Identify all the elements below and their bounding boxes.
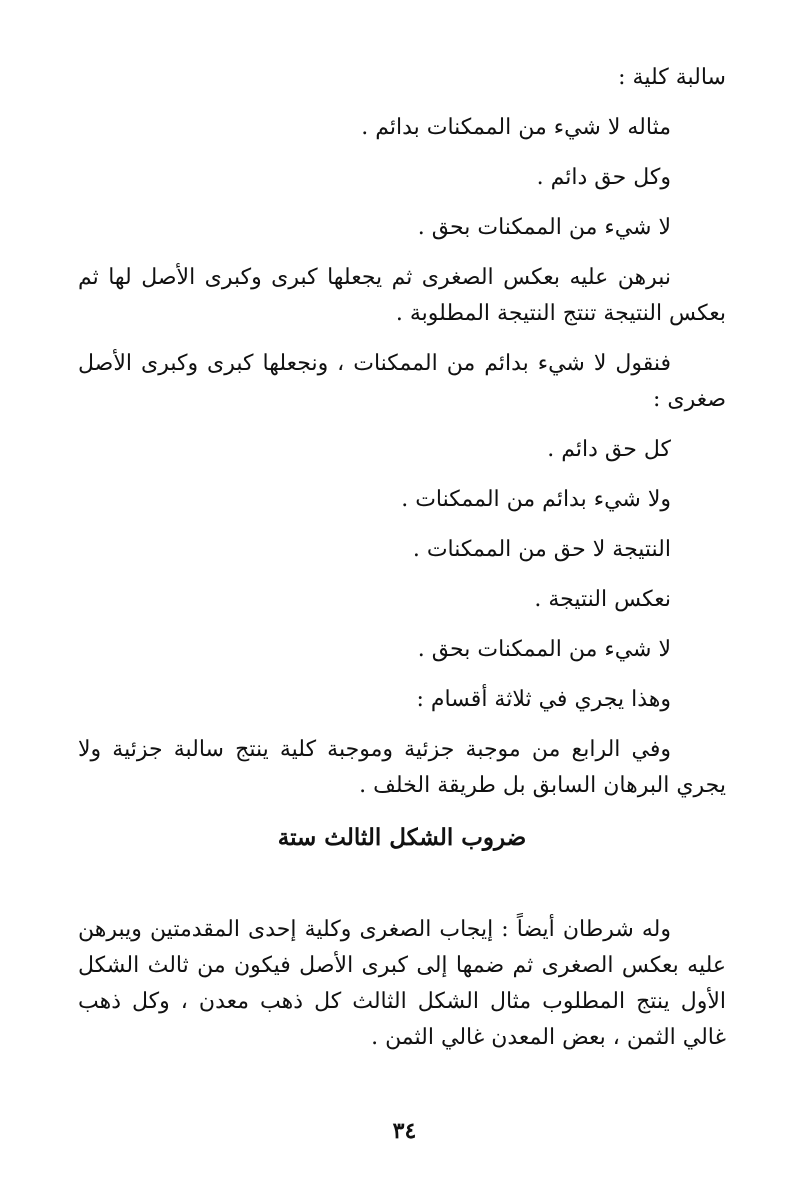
text-line: النتيجة لا حق من الممكنات . xyxy=(412,537,671,562)
text-line: لا شيء من الممكنات بحق . xyxy=(417,637,671,662)
text-line: ولا شيء بدائم من الممكنات . xyxy=(401,487,671,512)
text-line: كل حق دائم . xyxy=(547,437,671,462)
section-heading: ضروب الشكل الثالث ستة xyxy=(277,824,527,851)
text-line: سالبة كلية : xyxy=(618,65,726,90)
text-line: لا شيء من الممكنات بحق . xyxy=(417,215,671,240)
text-line: وكل حق دائم . xyxy=(536,165,671,190)
text-paragraph: نبرهن عليه بعكس الصغرى ثم يجعلها كبرى وكبرى الأصل لها ثم بعكس النتيجة تنتج النتيجة المطلوبة . xyxy=(78,265,726,326)
text-line: وهذا يجري في ثلاثة أقسام : xyxy=(416,687,671,712)
text-paragraph: وله شرطان أيضاً : إيجاب الصغرى وكلية إحدى المقدمتين ويبرهن عليه بعكس الصغرى ثم ضمها إلى كبرى الأصل فيكون من ثالث الشكل الأول ينتج المطلوب مثال الشكل الثالث كل ذهب معدن ، وكل ذهب غالي الثمن ، بعض المعدن غالي الثمن . xyxy=(78,917,726,1050)
text-paragraph: فنقول لا شيء بدائم من الممكنات ، ونجعلها كبرى وكبرى الأصل صغرى : xyxy=(78,351,726,412)
text-line: مثاله لا شيء من الممكنات بدائم . xyxy=(361,115,671,140)
page-body xyxy=(78,60,726,1056)
text-paragraph: وفي الرابع من موجبة جزئية وموجبة كلية ينتج سالبة جزئية ولا يجري البرهان السابق بل طريقة الخلف . xyxy=(78,737,726,798)
text-line: نعكس النتيجة . xyxy=(534,587,671,612)
page-number: ٣٤ xyxy=(392,1118,417,1144)
